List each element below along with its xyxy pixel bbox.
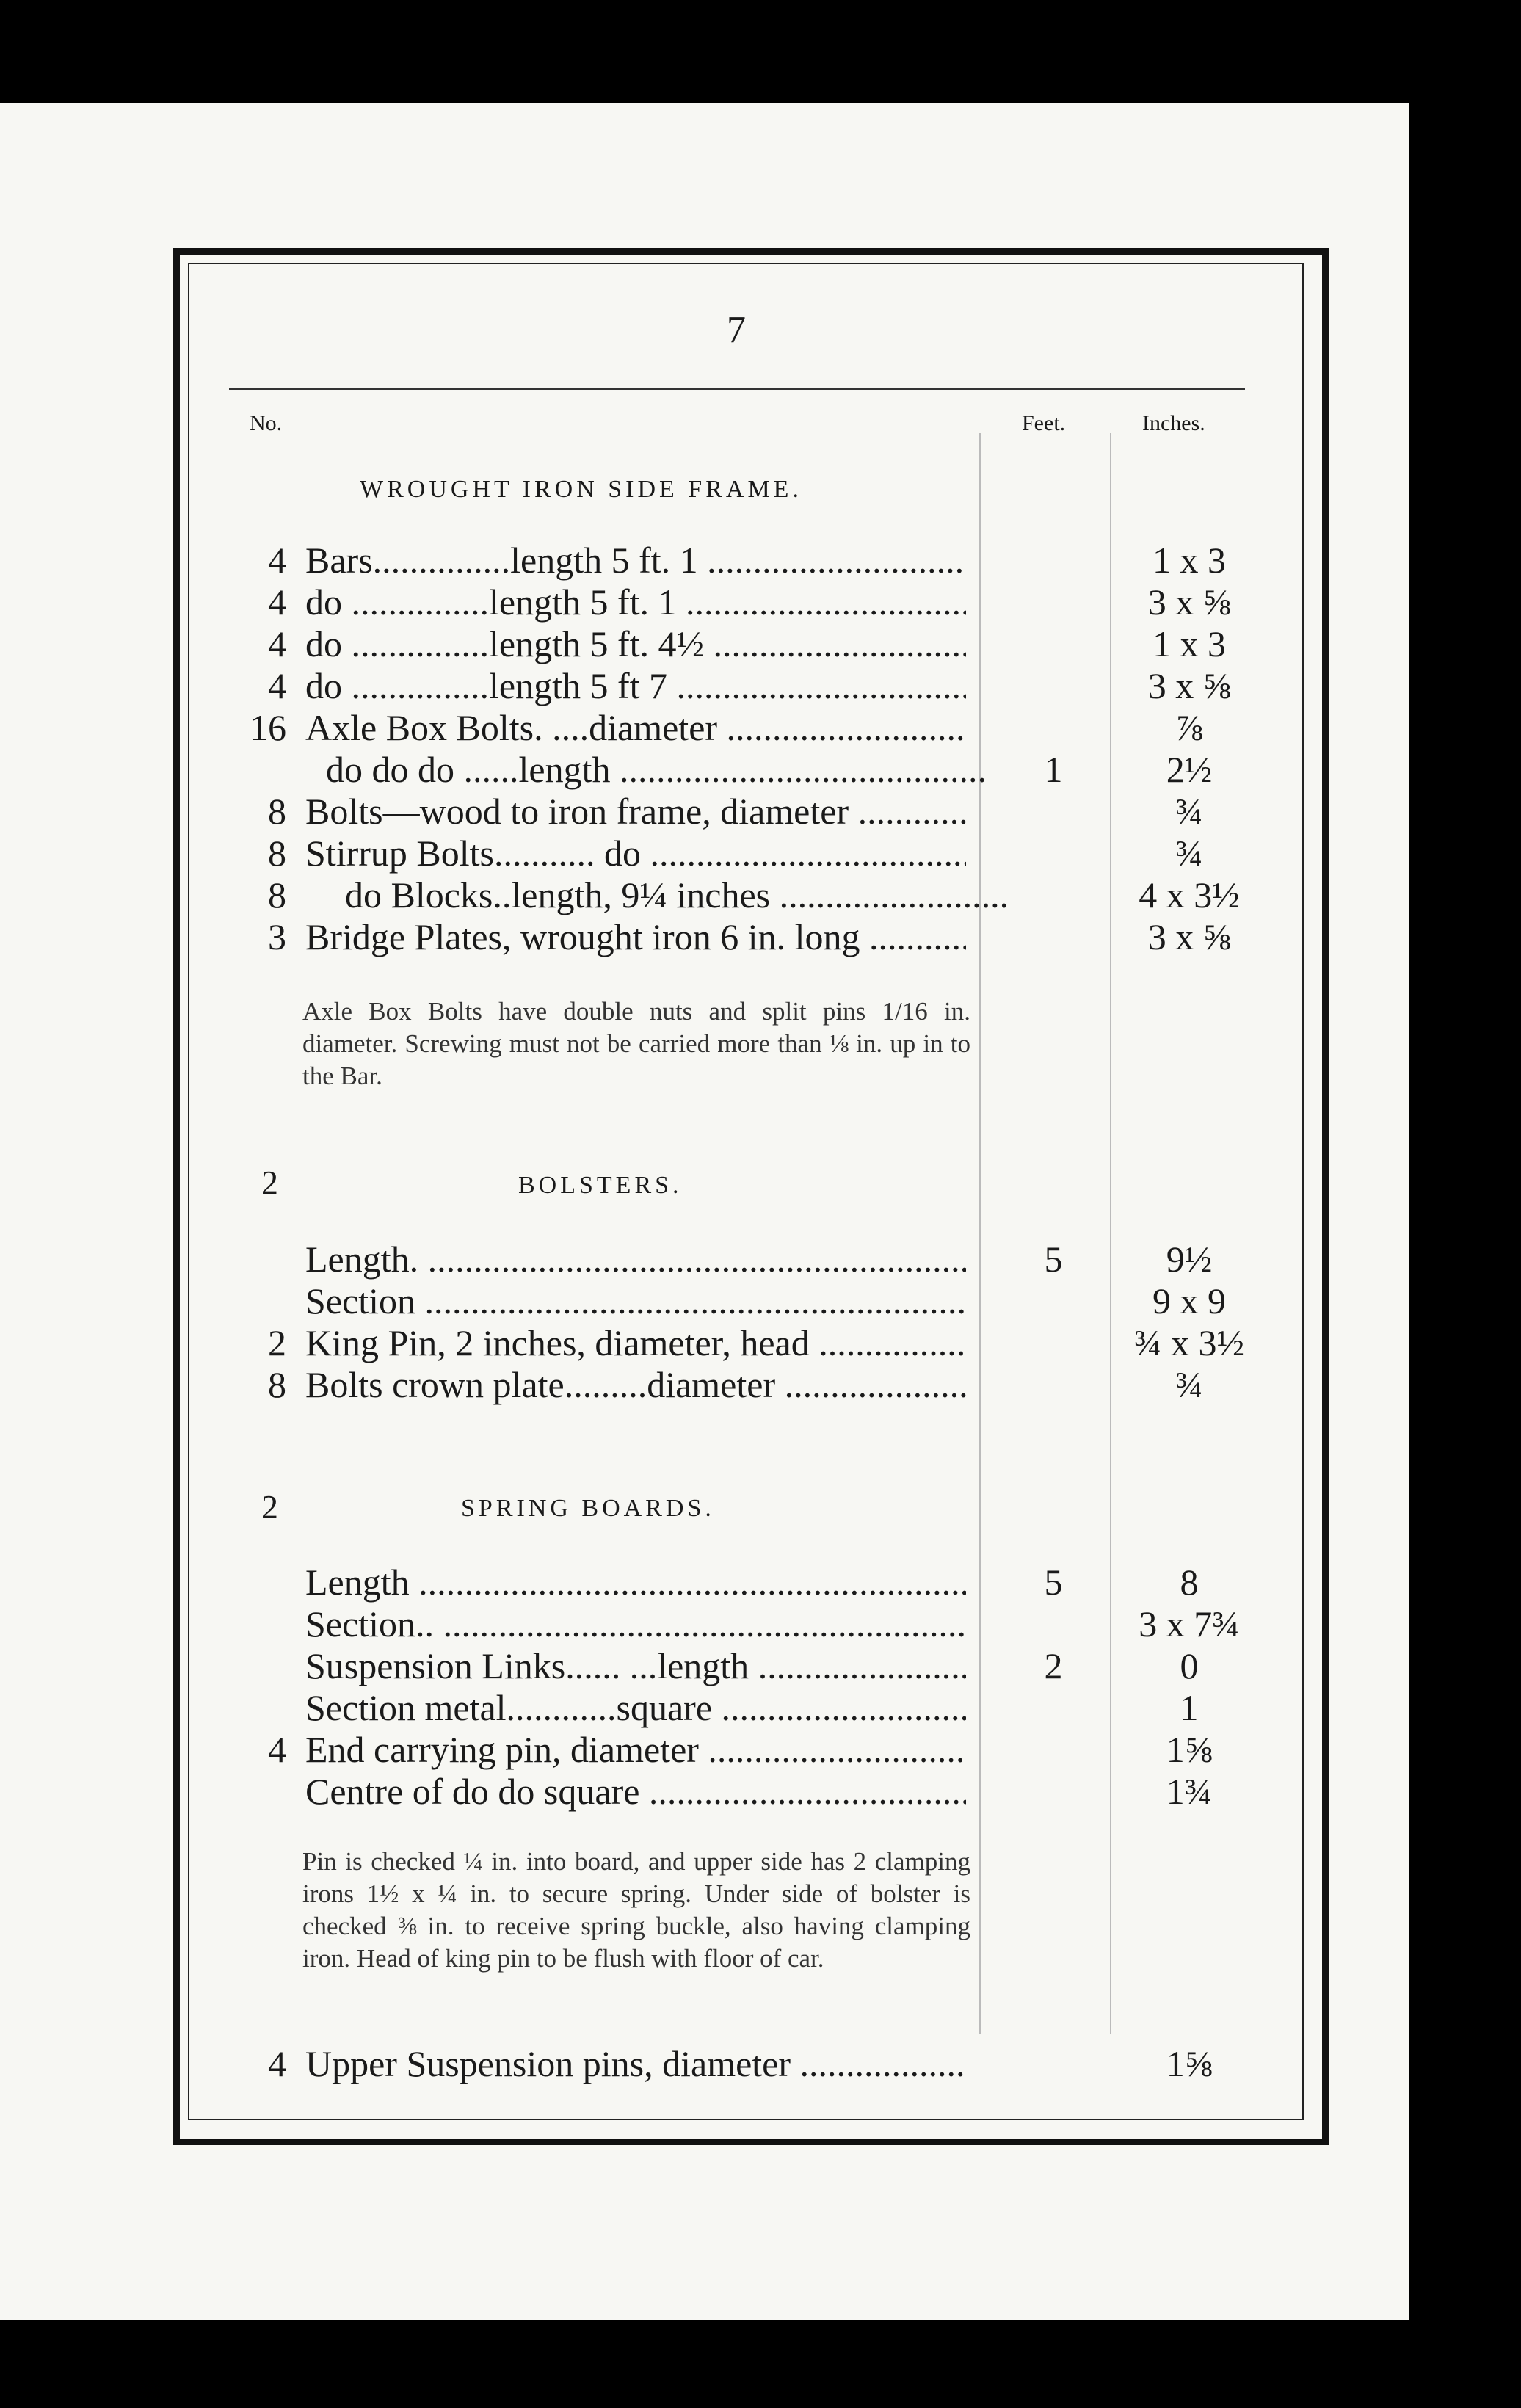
row-qty: 4 [268,1729,286,1770]
row-inches: 3 x ⅝ [1147,581,1231,623]
row-inches: 1¾ [1166,1771,1213,1812]
row-desc: do ...............length 5 ft 7 ..... [305,664,966,707]
note-king-pin: Pin is checked ¼ in. into board, and upper side has 2 clamping irons 1½ x ¼ in. to secure spring. Under side of bolster is checked ⅜ in. to receive spring buckle, also having clamping iron. Head of king pin to be flush with floor of car. [302,1847,970,1973]
column-header-no: No. [250,411,283,435]
row-qty: 8 [268,833,286,874]
row-desc: Section.. ..... [305,1603,966,1645]
table-row [0,1363,1292,1404]
table-row [0,1728,1292,1769]
row-desc: Centre of do do square ..... [305,1770,966,1813]
table-row [0,1238,1292,1279]
row-desc: Length. ..... [305,1238,966,1280]
table-row [0,1280,1292,1321]
table-row [0,1770,1292,1811]
row-inches: 1⅝ [1166,2043,1213,2084]
row-inches: 3 x ⅝ [1147,665,1231,706]
row-inches: ¾ [1175,833,1203,874]
row-qty: 2 [268,1322,286,1363]
row-qty: 8 [268,874,286,915]
header-rule [229,388,1245,390]
row-inches: 1 x 3 [1152,540,1226,581]
row-qty: 4 [268,2043,286,2084]
row-desc: Axle Box Bolts. ....diameter ..... [305,706,966,749]
page-number: 7 [727,309,746,351]
row-inches: 1⅝ [1166,1729,1213,1770]
table-row [0,915,1292,957]
row-inches: 9 x 9 [1152,1280,1226,1321]
row-desc: Suspension Links...... ...length ..... [305,1644,966,1687]
row-desc: Bridge Plates, wrought iron 6 in. long ..... [305,915,966,958]
table-row [0,1686,1292,1727]
row-qty: 4 [268,665,286,706]
table-row [0,1321,1292,1363]
row-desc: End carrying pin, diameter ..... [305,1728,966,1771]
row-inches: 0 [1180,1645,1199,1686]
row-inches: 3 x 7¾ [1139,1603,1240,1644]
table-row [0,581,1292,622]
table-row [0,2042,1292,2084]
row-desc: Bars...............length 5 ft. 1 ..... [305,539,966,581]
row-desc: Length ..... [305,1561,966,1603]
section-title-side-frame: WROUGHT IRON SIDE FRAME. [360,476,802,503]
row-desc: Upper Suspension pins, diameter ..... [305,2042,966,2085]
row-inches: ¾ [1175,1364,1203,1405]
row-desc: Section metal............square ..... [305,1686,966,1729]
row-inches: 1 x 3 [1152,623,1226,664]
table-row [0,706,1292,747]
table-row [0,1603,1292,1644]
row-desc: do do do ......length ..... [326,748,987,791]
row-inches: 3 x ⅝ [1147,916,1231,957]
row-inches: ¾ x 3½ [1134,1322,1244,1363]
row-desc: do Blocks..length, 9¼ inches ..... [345,874,1006,916]
row-feet: 1 [998,748,1108,791]
table-row [0,1561,1292,1602]
table-row [0,790,1292,831]
row-inches: 8 [1180,1562,1199,1603]
row-inches: 2½ [1166,749,1213,790]
section-title-bolsters: BOLSTERS. [518,1172,683,1199]
row-desc: do ...............length 5 ft. 1 ..... [305,581,966,623]
row-feet: 2 [998,1644,1108,1687]
row-feet: 5 [998,1238,1108,1280]
row-inches: ⅞ [1175,707,1203,748]
section-qty-spring-boards: 2 [261,1488,278,1526]
row-desc: Bolts crown plate.........diameter ..... [305,1363,966,1406]
column-header-inches: Inches. [1142,411,1205,435]
table-row [0,623,1292,664]
row-qty: 3 [268,916,286,957]
row-desc: do ...............length 5 ft. 4½ ..... [305,623,966,665]
row-inches: 1 [1180,1687,1199,1728]
row-qty: 8 [268,1364,286,1405]
column-header-feet: Feet. [1022,411,1066,435]
row-feet: 5 [998,1561,1108,1603]
row-qty: 8 [268,791,286,832]
table-row [0,748,1292,789]
table-row [0,664,1292,706]
table-row [0,539,1292,580]
section-qty-bolsters: 2 [261,1164,278,1201]
row-desc: Bolts—wood to iron frame, diameter ..... [305,790,966,833]
row-qty: 4 [268,581,286,623]
note-axle-box-bolts: Axle Box Bolts have double nuts and split pins 1/16 in. diameter. Screwing must not be carried more than ⅛ in. up in to the Bar. [302,997,970,1090]
row-desc: King Pin, 2 inches, diameter, head ..... [305,1321,966,1364]
row-qty: 4 [268,623,286,664]
row-inches: 9½ [1166,1239,1213,1280]
table-row [0,874,1292,915]
row-inches: 4 x 3½ [1139,874,1240,915]
table-row [0,832,1292,873]
table-row [0,1644,1292,1686]
row-qty: 16 [250,707,286,748]
section-title-spring-boards: SPRING BOARDS. [461,1495,715,1522]
row-desc: Stirrup Bolts........... do ..... [305,832,966,874]
row-inches: ¾ [1175,791,1203,832]
row-qty: 4 [268,540,286,581]
row-desc: Section ..... [305,1280,966,1322]
